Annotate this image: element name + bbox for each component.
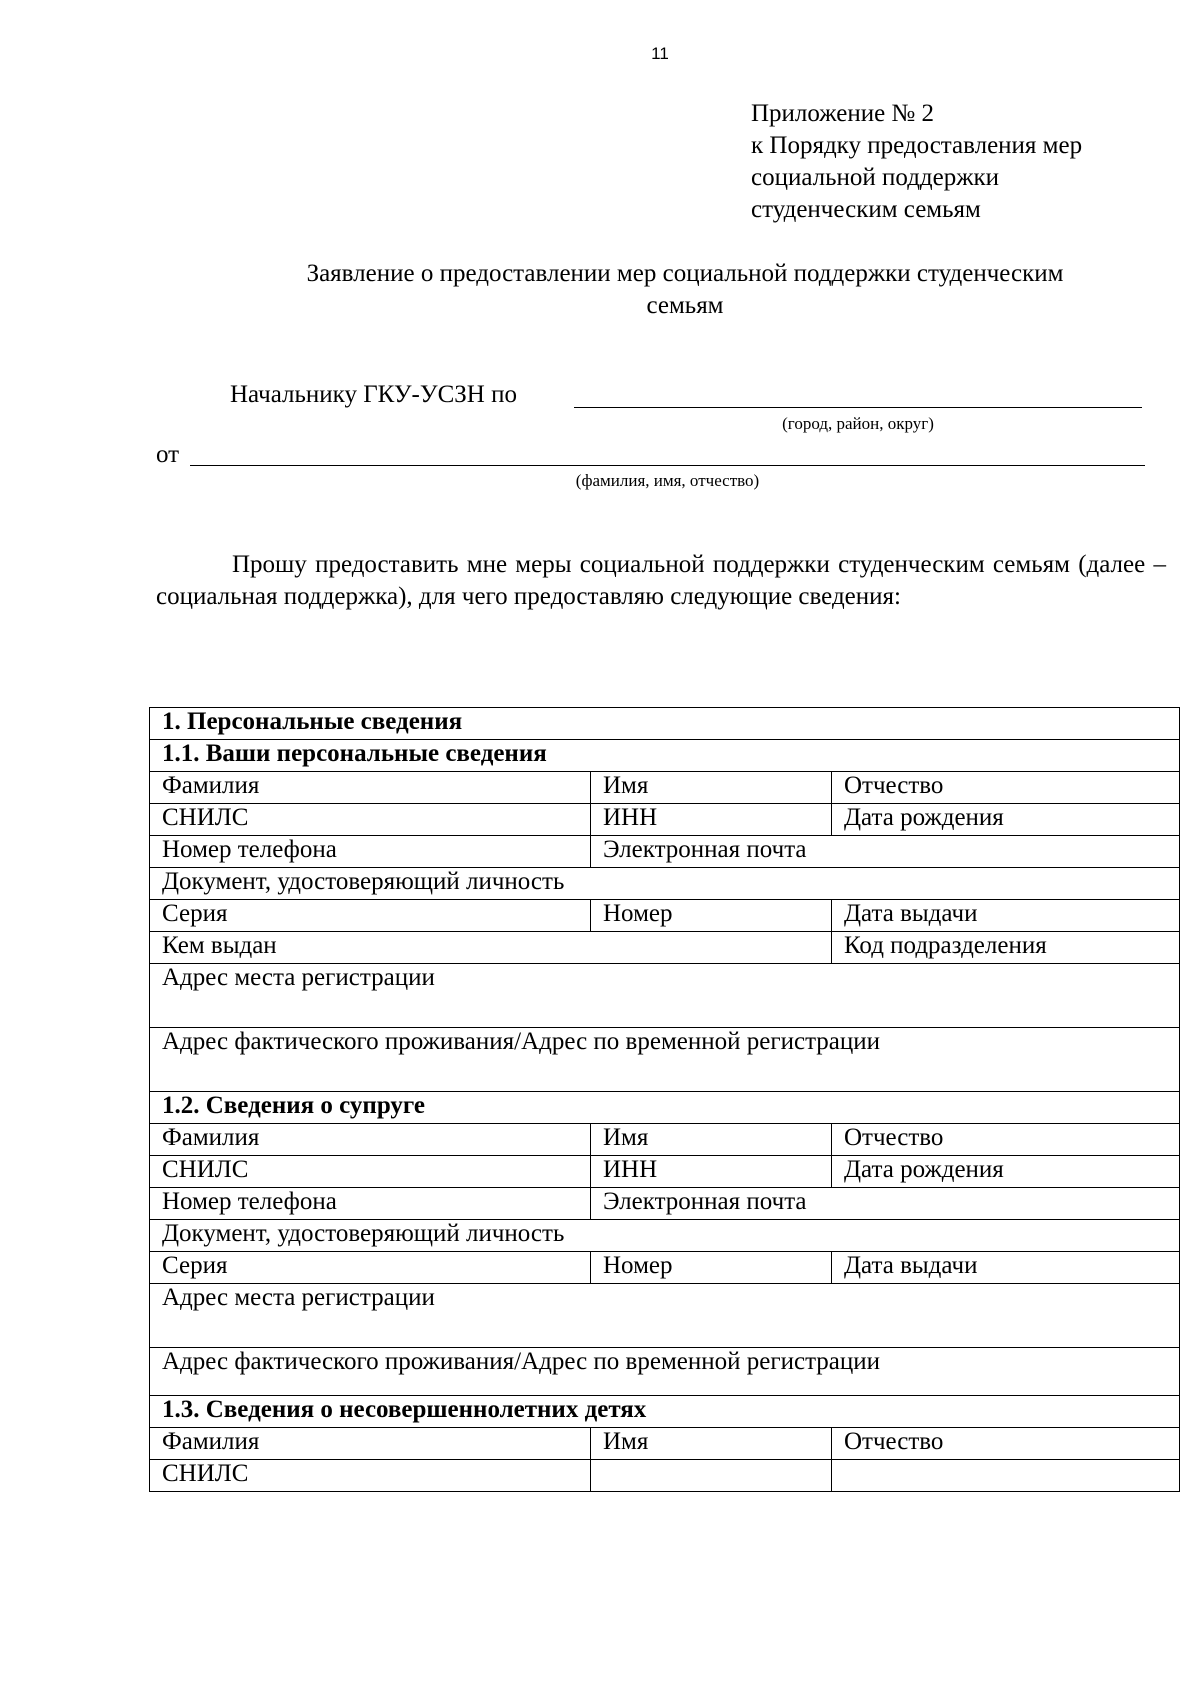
appendix-line: студенческим семьям: [751, 196, 981, 223]
issued-by-field[interactable]: Кем выдан: [150, 932, 832, 964]
section-1-2-heading: 1.2. Сведения о супруге: [150, 1092, 1180, 1124]
appendix-note: [751, 98, 1082, 226]
issue-date-field[interactable]: Дата выдачи: [832, 900, 1180, 932]
actual-address-field[interactable]: Адрес фактического проживания/Адрес по временной регистрации: [150, 1028, 1180, 1092]
spouse-series-field[interactable]: Серия: [150, 1252, 591, 1284]
appendix-line: к Порядку предоставления мер: [751, 132, 1083, 159]
spouse-snils-field[interactable]: СНИЛС: [150, 1156, 591, 1188]
child-snils-field[interactable]: СНИЛС: [150, 1460, 591, 1492]
spouse-phone-field[interactable]: Номер телефона: [150, 1188, 591, 1220]
number-field[interactable]: Номер: [591, 900, 832, 932]
inn-field[interactable]: ИНН: [591, 804, 832, 836]
child-surname-field[interactable]: Фамилия: [150, 1428, 591, 1460]
child-patronymic-field[interactable]: Отчество: [832, 1428, 1180, 1460]
email-field[interactable]: Электронная почта: [591, 836, 1180, 868]
spouse-birth-date-field[interactable]: Дата рождения: [832, 1156, 1180, 1188]
child-empty-cell[interactable]: [832, 1460, 1180, 1492]
section-1-1-heading: 1.1. Ваши персональные сведения: [150, 740, 1180, 772]
appendix-line: Приложение № 2: [751, 100, 935, 127]
spouse-actual-address-field[interactable]: Адрес фактического проживания/Адрес по временной регистрации: [150, 1348, 1180, 1396]
addressee-hint: (город, район, округ): [782, 414, 934, 433]
spouse-registration-address-field[interactable]: Адрес места регистрации: [150, 1284, 1180, 1348]
section-1-3-heading: 1.3. Сведения о несовершеннолетних детях: [150, 1396, 1180, 1428]
spouse-id-document-label: Документ, удостоверяющий личность: [150, 1220, 1180, 1252]
from-hint: (фамилия, имя, отчество): [575, 471, 760, 490]
application-form-table: [149, 707, 1180, 1492]
patronymic-field[interactable]: Отчество: [832, 772, 1180, 804]
child-name-field[interactable]: Имя: [591, 1428, 832, 1460]
id-document-label: Документ, удостоверяющий личность: [150, 868, 1180, 900]
from-field[interactable]: [190, 465, 1145, 466]
spouse-name-field[interactable]: Имя: [591, 1124, 832, 1156]
section-1-heading: 1. Персональные сведения: [150, 708, 1180, 740]
registration-address-field[interactable]: Адрес места регистрации: [150, 964, 1180, 1028]
appendix-line: социальной поддержки: [751, 164, 1000, 191]
birth-date-field[interactable]: Дата рождения: [832, 804, 1180, 836]
surname-field[interactable]: Фамилия: [150, 772, 591, 804]
request-paragraph: Прошу предоставить мне меры социальной поддержки студенческим семьям (далее – социальная поддержка), для чего предоставляю следующие сведения:: [156, 551, 1166, 610]
spouse-issue-date-field[interactable]: Дата выдачи: [832, 1252, 1180, 1284]
from-label: от: [156, 441, 180, 468]
phone-field[interactable]: Номер телефона: [150, 836, 591, 868]
child-empty-cell[interactable]: [591, 1460, 832, 1492]
spouse-surname-field[interactable]: Фамилия: [150, 1124, 591, 1156]
addressee-field[interactable]: [574, 407, 1142, 408]
spouse-patronymic-field[interactable]: Отчество: [832, 1124, 1180, 1156]
snils-field[interactable]: СНИЛС: [150, 804, 591, 836]
addressee-label: Начальнику ГКУ-УСЗН по: [230, 381, 517, 408]
name-field[interactable]: Имя: [591, 772, 832, 804]
page-number: 11: [651, 44, 669, 63]
spouse-email-field[interactable]: Электронная почта: [591, 1188, 1180, 1220]
spouse-number-field[interactable]: Номер: [591, 1252, 832, 1284]
division-code-field[interactable]: Код подразделения: [832, 932, 1180, 964]
document-title-line: Заявление о предоставлении мер социальной поддержки студенческим: [306, 260, 1064, 287]
series-field[interactable]: Серия: [150, 900, 591, 932]
document-title-line: семьям: [646, 292, 724, 319]
spouse-inn-field[interactable]: ИНН: [591, 1156, 832, 1188]
document-title: [240, 258, 1130, 322]
